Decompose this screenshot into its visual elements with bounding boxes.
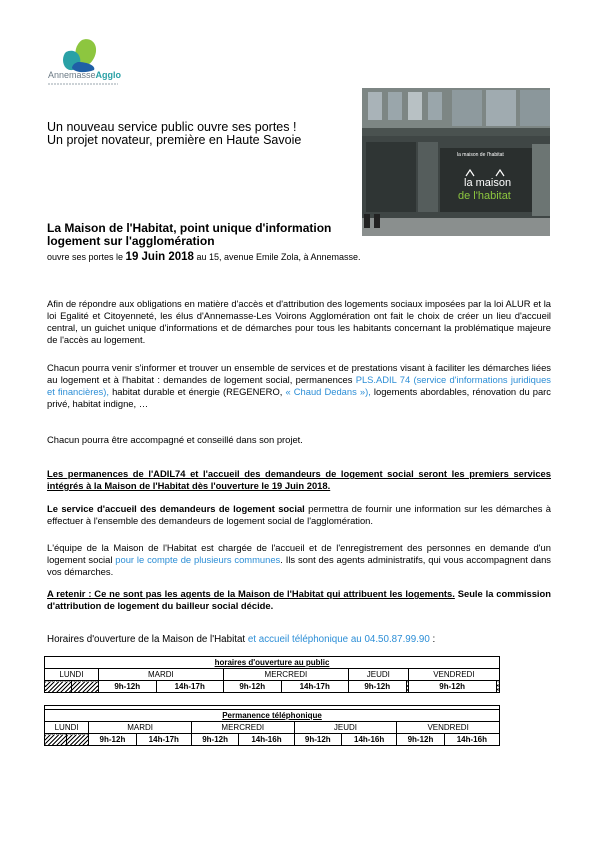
day-wednesday: MERCREDI (223, 669, 348, 681)
title-line-1: La Maison de l'Habitat, point unique d'information (47, 221, 332, 235)
day-tuesday: MARDI (89, 722, 192, 734)
equipe-text-a: L'équipe de la Maison de l'Habitat est chargée de l'accueil et de l'enregistrement des personnes en demande d'un logement social (47, 542, 551, 565)
adil-link: PLS.ADIL 74 (service d'informations juridiques et financières), (47, 374, 551, 397)
title-line-3-a: ouvre ses portes le (47, 252, 126, 262)
slot-open: 9h-12h (223, 681, 281, 693)
slot-open: 14h-16h (444, 734, 499, 746)
services-text-a: Chacun pourra venir s'informer et trouver un ensemble de services et de prestations visant à faciliter les démarches liées au logement et à l'habitat : demandes de logement social, permanences (47, 362, 551, 385)
phone-info: et accueil téléphonique au 04.50.87.99.90 (247, 634, 430, 645)
phone-slots-row (45, 734, 500, 746)
a-retenir-text: Seule la commission d'attribution de logement du bailleur social décide. (47, 588, 551, 611)
slot-open: 9h-12h (408, 681, 496, 693)
day-friday: VENDREDI (408, 669, 499, 681)
slot-open: 14h-16h (342, 734, 397, 746)
a-retenir-underlined: A retenir : Ce ne sont pas les agents de la Maison de l'Habitat qui attribuent les logements. (47, 588, 455, 599)
slot-open: 9h-12h (348, 681, 406, 693)
opening-date: 19 Juin 2018 (125, 251, 194, 263)
paragraph-accompaniment: Chacun pourra être accompagné et conseillé dans son projet. (47, 434, 303, 445)
logo-tagline-icon (48, 82, 118, 86)
slot-open: 9h-12h (191, 734, 238, 746)
slot-closed (45, 734, 67, 746)
slot-open: 9h-12h (294, 734, 341, 746)
day-thursday: JEUDI (348, 669, 408, 681)
phone-hours-title: Permanence téléphonique (45, 710, 500, 722)
slot-open: 9h-12h (98, 681, 156, 693)
public-hours-title: horaires d'ouverture au public (45, 657, 500, 669)
slot-closed (67, 734, 89, 746)
equipe-text-b: . Ils sont des agents administratifs, qui vous accompagnent dans vos démarches. (47, 554, 551, 577)
accueil-service-bold: Le service d'accueil des demandeurs de logement social (47, 503, 305, 514)
public-hours-table (44, 656, 500, 693)
chaud-dedans-link: « Chaud Dedans »), (285, 386, 371, 397)
public-slots-row (45, 681, 500, 693)
slot-open: 14h-17h (136, 734, 191, 746)
slot-open: 14h-17h (156, 681, 223, 693)
logo-word-annemasse: Annemasse (48, 70, 96, 80)
logo-word-agglo: Agglo (95, 70, 122, 80)
title-line-3 (47, 251, 361, 263)
horaires-heading (47, 634, 435, 645)
building-photo (362, 88, 550, 236)
communes-text: pour le compte de plusieurs communes (115, 554, 281, 565)
phone-hours-table (44, 705, 500, 746)
paragraph-permanences: Les permanences de l'ADIL74 et l'accueil des demandeurs de logement social seront les premiers services intégrés à la Maison de l'Habitat dès l'ouverture le 19 Juin 2018. (47, 468, 551, 491)
slot-closed (496, 681, 499, 693)
day-tuesday: MARDI (98, 669, 223, 681)
headline-line-1: Un nouveau service public ouvre ses portes ! (47, 120, 297, 134)
logo-wordmark (48, 70, 121, 80)
day-thursday: JEUDI (294, 722, 397, 734)
slot-open: 14h-17h (281, 681, 348, 693)
paragraph-services (47, 362, 551, 410)
phone-days-row (45, 722, 500, 734)
day-monday: LUNDI (45, 669, 99, 681)
slot-open: 9h-12h (89, 734, 136, 746)
services-text-c: logements abordables, rénovation du parc privé, habitat indigne, … (47, 386, 551, 409)
horaires-label: Horaires d'ouverture de la Maison de l'Habitat (47, 634, 248, 645)
paragraph-equipe (47, 542, 551, 578)
slot-open: 14h-16h (239, 734, 294, 746)
day-monday: LUNDI (45, 722, 89, 734)
photo-sign-main-2: de l'habitat (458, 190, 511, 202)
slot-open: 9h-12h (397, 734, 444, 746)
title-line-3-b: au 15, avenue Emile Zola, à Annemasse. (193, 252, 361, 262)
day-wednesday: MERCREDI (191, 722, 294, 734)
services-text-b: habitat durable et énergie (REGENERO, (108, 386, 286, 397)
accueil-service-text: permettra de fournir une information sur les démarches à effectuer à l'ensemble des demandeurs de logement social de l'agglomération. (47, 503, 551, 526)
photo-sign-small: la maison de l'habitat (457, 152, 504, 158)
paragraph-a-retenir (47, 588, 551, 612)
title-line-2: logement sur l'agglomération (47, 234, 215, 248)
paragraph-accueil-service (47, 503, 551, 527)
public-days-row (45, 669, 500, 681)
headline-line-2: Un projet novateur, première en Haute Savoie (47, 133, 302, 147)
photo-sign-main-1: la maison (464, 177, 512, 189)
day-friday: VENDREDI (397, 722, 500, 734)
paragraph-intro: Afin de répondre aux obligations en matière d'accès et d'attribution des logements sociaux imposées par la loi ALUR et la loi Egalité et Citoyenneté, les élus d'Annemasse-Les Voirons Agglomération ont fait le choix de créer un lieu d'accueil central, un guichet unique d'informations et de démarches pour tous les habitants concernant la problématique majeure de l'accès au logement. (47, 298, 551, 345)
slot-closed (45, 681, 72, 693)
slot-closed (71, 681, 98, 693)
horaires-suffix: : (429, 634, 436, 645)
